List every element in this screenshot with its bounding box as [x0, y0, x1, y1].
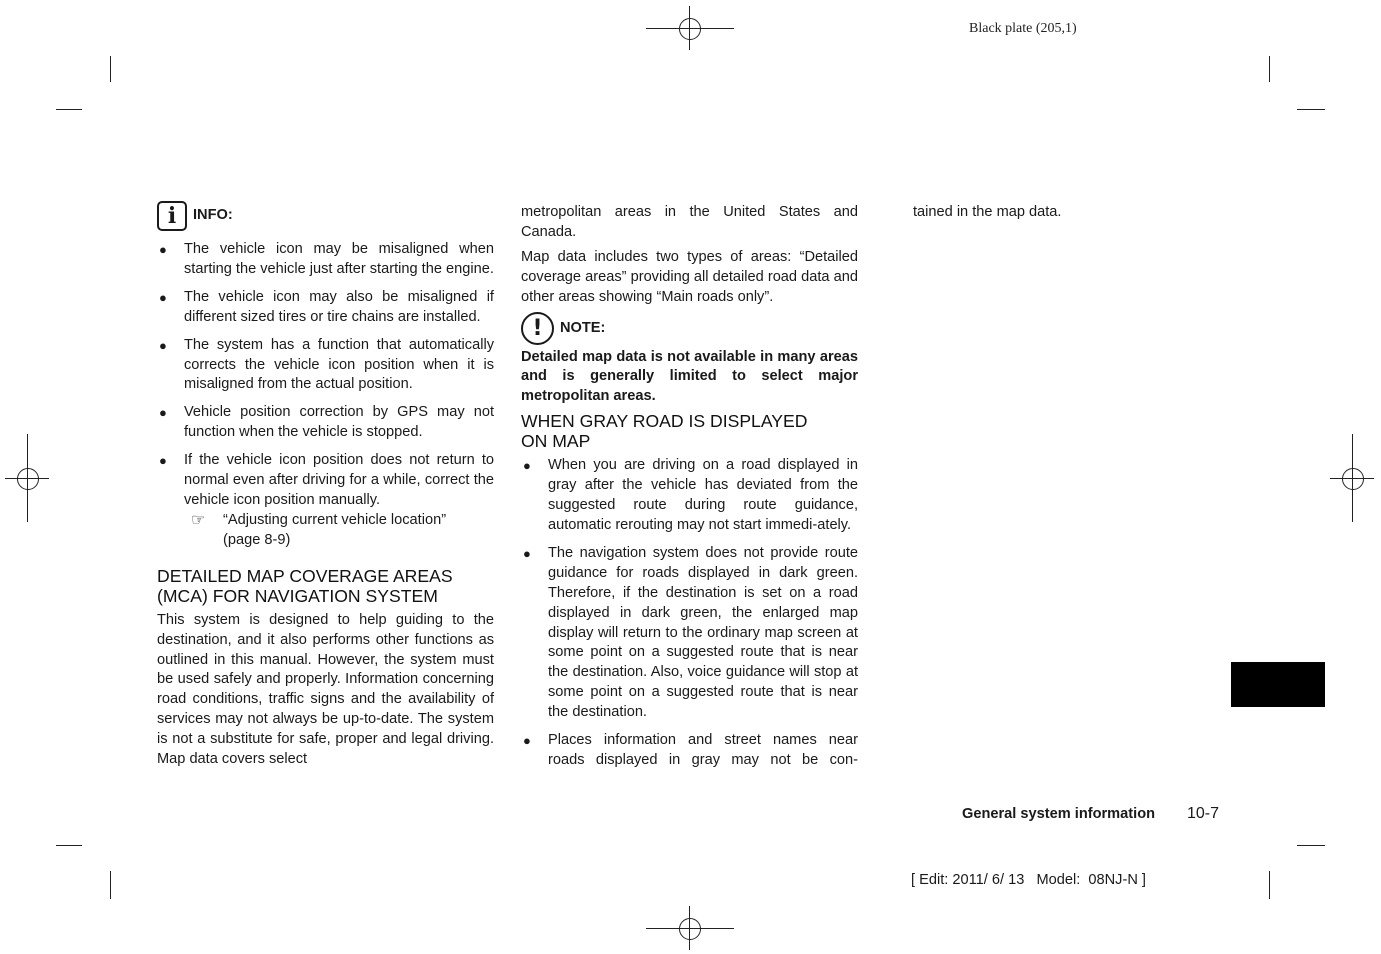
list-item: ● When you are driving on a road displayed in gray after the vehicle has deviated from the suggested route during route guidance, automatic rerouting may not start immedi-ately. — [523, 457, 858, 533]
bullet-icon: ● — [159, 453, 167, 469]
crop-mark — [1297, 109, 1325, 110]
crop-mark — [56, 109, 82, 110]
info-icon: i — [157, 201, 187, 231]
list-item: ● The system has a function that automatically corrects the vehicle icon position when it is misaligned from the actual position. — [159, 336, 494, 393]
crop-mark — [56, 845, 82, 846]
note-label: NOTE: — [560, 319, 606, 336]
exclamation-icon: ! — [521, 312, 554, 345]
crop-mark — [110, 56, 111, 82]
bullet-icon: ● — [159, 405, 167, 421]
gray-road-continued: tained in the map data. — [913, 204, 1062, 220]
bullet-icon: ● — [523, 545, 531, 561]
column-middle — [521, 200, 858, 779]
gray-road-list — [521, 456, 858, 771]
mca-paragraph: This system is designed to help guiding to the destination, and it also performs other functions as outlined in this manual. However, the system must be used safely and properly. Information concerning road conditions, traffic signs and the availability of services may not always be up-to-date. The system is not a substitute for safe, proper and legal driving. Map data covers select — [157, 611, 494, 768]
crop-mark — [1269, 871, 1270, 899]
column-left — [157, 200, 494, 775]
list-item: ● If the vehicle icon position does not return to normal even after driving for a while, correct the vehicle icon position manually. — [159, 452, 494, 508]
reference-title: “Adjusting current vehicle location” — [223, 511, 447, 528]
footer-section-title: General system information — [962, 806, 1156, 822]
list-item: ● Places information and street names near roads displayed in gray may not be con- — [523, 732, 858, 768]
bullet-icon: ● — [523, 733, 531, 749]
info-list — [157, 240, 494, 511]
note-text: Detailed map data is not available in many areas and is generally limited to select major metropolitan areas. — [521, 348, 858, 405]
bullet-icon: ● — [159, 289, 167, 305]
list-item: ● Vehicle position correction by GPS may not function when the vehicle is stopped. — [159, 404, 494, 441]
page-number: 10-7 — [1187, 805, 1220, 822]
section-heading-gray-road: WHEN GRAY ROAD IS DISPLAYED ON MAP — [521, 411, 808, 452]
bullet-icon: ● — [159, 242, 167, 257]
plate-label: Black plate (205,1) — [969, 21, 1077, 36]
list-item: ● The vehicle icon may be misaligned when starting the vehicle just after starting the engine. — [159, 241, 494, 277]
list-item: ● The navigation system does not provide route guidance for roads displayed in dark green. Therefore, if the destination is set on a road displayed in dark green, the enlarged map display will return to the ordinary map screen at some point on a suggested route that is near the destination. Also, voice guidance will stop at some point on a suggested route that is near the destination. — [523, 544, 858, 721]
mca-paragraph-continued: metropolitan areas in the United States and Canada. — [521, 204, 858, 240]
page-reference — [191, 511, 494, 551]
list-item: ● The vehicle icon may also be misaligned if different sized tires or tire chains are installed. — [159, 288, 494, 325]
reference-page: (page 8-9) — [223, 531, 291, 548]
bullet-icon: ● — [523, 458, 531, 474]
info-label: INFO: — [193, 207, 233, 224]
bullet-icon: ● — [159, 337, 167, 353]
info-header — [157, 200, 494, 232]
column-right — [913, 200, 1213, 228]
crop-mark — [110, 871, 111, 899]
note-header — [521, 313, 858, 345]
map-data-paragraph: Map data includes two types of areas: “Detailed coverage areas” providing all detailed road data and other areas showing “Main roads only”. — [521, 248, 858, 305]
edit-info: [ Edit: 2011/ 6/ 13 Model: 08NJ-N ] — [911, 872, 1146, 888]
crop-mark — [1297, 845, 1325, 846]
section-heading-mca: DETAILED MAP COVERAGE AREAS (MCA) FOR NAVIGATION SYSTEM — [157, 565, 453, 606]
crop-mark — [1269, 56, 1270, 82]
chapter-tab — [1231, 662, 1325, 707]
pointing-hand-icon: ☞ — [191, 511, 206, 529]
